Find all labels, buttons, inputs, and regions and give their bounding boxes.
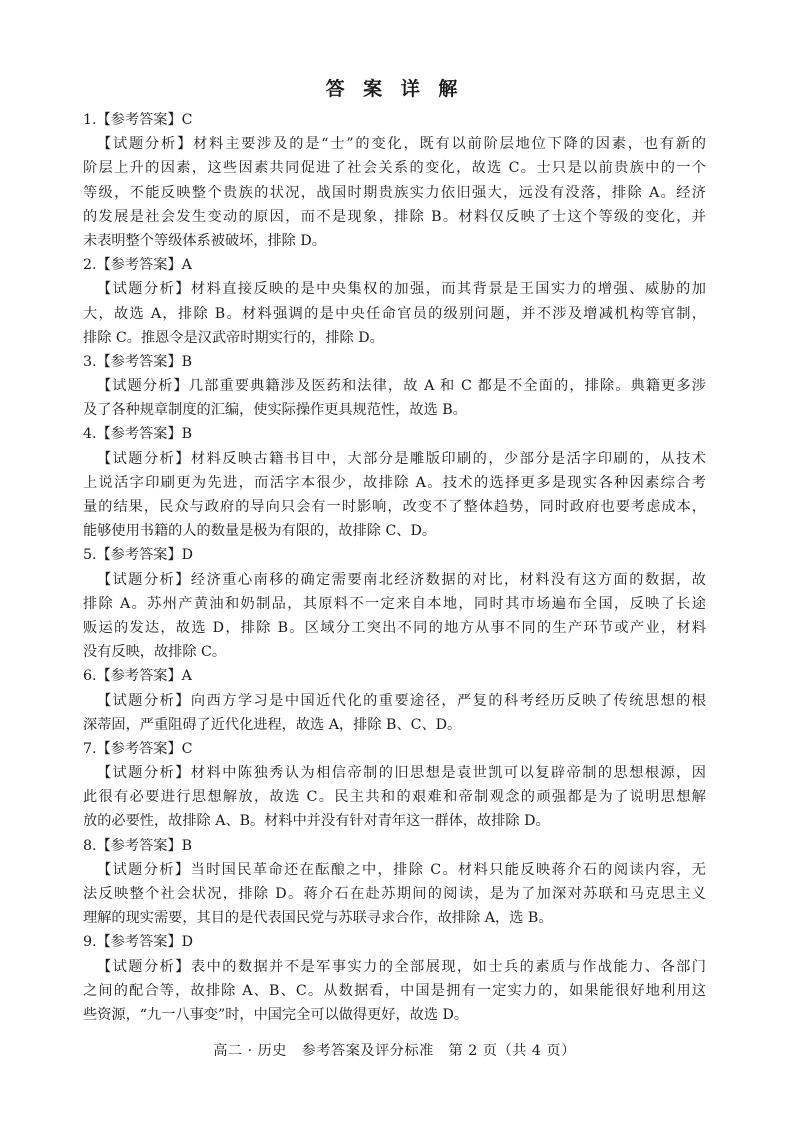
answer-key: 8.【参考答案】B xyxy=(83,837,193,854)
answer-key: 5.【参考答案】D xyxy=(83,547,194,564)
answer-item xyxy=(83,253,706,350)
answer-key: 2.【参考答案】A xyxy=(83,257,192,274)
answer-key: 1.【参考答案】C xyxy=(83,112,193,128)
answer-item xyxy=(83,930,706,1027)
answer-item xyxy=(83,108,706,253)
analysis-line: 大，故选 A，排除 B。材料强调的是中央任命官员的级别问题，并不涉及增减机构等官制， xyxy=(83,305,706,322)
analysis-line: 【试题分析】材料中陈独秀认为相信帝制的旧思想是袁世凯可以复辟帝制的思想根源，因 xyxy=(97,765,706,782)
answer-key: 3.【参考答案】B xyxy=(83,353,193,370)
analysis-line: 【试题分析】材料直接反映的是中央集权的加强，而其背景是王国实力的增强、威胁的加 xyxy=(97,281,706,298)
analysis-line: 法反映整个社会状况，排除 D。蒋介石在赴苏期间的阅读，是为了加深对苏联和马克思主义 xyxy=(83,886,706,902)
answer-key: 4.【参考答案】B xyxy=(83,426,193,443)
answer-list xyxy=(83,108,706,1027)
analysis-line: 贩运的发达，故选 D，排除 B。区域分工突出不同的地方从事不同的生产环节或产业，材料 xyxy=(83,619,706,636)
analysis-line: 【试题分析】几部重要典籍涉及医药和法律，故 A 和 C 都是不全面的，排除。典籍更多涉 xyxy=(97,378,706,395)
analysis-line: 没有反映，故排除 C。 xyxy=(83,644,227,661)
analysis-line: 【试题分析】当时国民革命还在酝酿之中，排除 C。材料只能反映蒋介石的阅读内容，无 xyxy=(97,861,706,878)
answer-key: 7.【参考答案】C xyxy=(83,740,193,757)
analysis-line: 能够使用书籍的人的数量是极为有限的，故排除 C、D。 xyxy=(83,523,437,540)
analysis-line: 深蒂固，严重阻碍了近代化进程，故选 A，排除 B、C、D。 xyxy=(83,716,462,733)
page-footer: 高二 · 历史 参考答案及评分标准 第 2 页（共 4 页） xyxy=(213,1043,576,1059)
analysis-line: 的发展是社会发生变动的原因，而不是现象，排除 B。材料仅反映了士这个等级的变化，并 xyxy=(83,208,706,225)
analysis-line: 【试题分析】材料反映古籍书目中，大部分是雕版印刷的，少部分是活字印刷的，从技术 xyxy=(97,450,706,467)
answer-key: 9.【参考答案】D xyxy=(83,934,194,951)
analysis-line: 此很有必要进行思想解放，故选 C。民主共和的艰难和帝制观念的顽强都是为了说明思想解 xyxy=(83,789,706,806)
analysis-line: 【试题分析】材料主要涉及的是“士”的变化，既有以前阶层地位下降的因素，也有新的 xyxy=(97,136,706,153)
answer-item xyxy=(83,664,706,737)
analysis-line: 等级，不能反映整个贵族的状况，战国时期贵族实力依旧强大，远没有没落，排除 A。经济 xyxy=(83,184,706,201)
answer-item xyxy=(83,737,706,834)
page-title: 答 案 详 解 xyxy=(325,78,464,100)
analysis-line: 理解的现实需要，其目的是代表国民党与苏联寻求合作，故排除 A，选 B。 xyxy=(83,910,553,927)
analysis-line: 及了各种规章制度的汇编，使实际操作更具规范性，故选 B。 xyxy=(83,402,467,419)
analysis-line: 排除 A。苏州产黄油和奶制品，其原料不一定来自本地，同时其市场遍布全国，反映了长途 xyxy=(83,595,706,612)
answer-item xyxy=(83,543,706,664)
analysis-line: 之间的配合等，故排除 A、B、C。从数据看，中国是拥有一定实力的，如果能很好地利用这 xyxy=(83,982,706,999)
analysis-line: 【试题分析】表中的数据并不是军事实力的全部展现，如士兵的素质与作战能力、各部门 xyxy=(97,958,706,975)
analysis-line: 排除 C。推恩令是汉武帝时期实行的，排除 D。 xyxy=(83,329,384,346)
analysis-line: 上说活字印刷更为先进，而活字本很少，故排除 A。技术的选择更多是现实各种因素综合考 xyxy=(83,474,706,491)
answer-item xyxy=(83,834,706,931)
analysis-line: 【试题分析】向西方学习是中国近代化的重要途径，严复的科考经历反映了传统思想的根 xyxy=(97,692,706,709)
answer-item xyxy=(83,350,706,423)
analysis-line: 阶层上升的因素，这些因素共同促进了社会关系的变化，故选 C。士只是以前贵族中的一个 xyxy=(83,160,706,177)
analysis-line: 量的结果，民众与政府的导向只会有一时影响，改变不了整体趋势，同时政府也要考虑成本， xyxy=(83,499,706,515)
analysis-line: 些资源，“九一八事变”时，中国完全可以做得更好，故选 D。 xyxy=(83,1006,469,1023)
analysis-line: 【试题分析】经济重心南移的确定需要南北经济数据的对比，材料没有这方面的数据，故 xyxy=(97,571,706,588)
analysis-line: 未表明整个等级体系被破坏，排除 D。 xyxy=(83,232,326,249)
analysis-line: 放的必要性，故排除 A、B。材料中并没有针对青年这一群体，故排除 D。 xyxy=(83,813,550,830)
answer-item xyxy=(83,422,706,543)
answer-key: 6.【参考答案】A xyxy=(83,668,192,685)
